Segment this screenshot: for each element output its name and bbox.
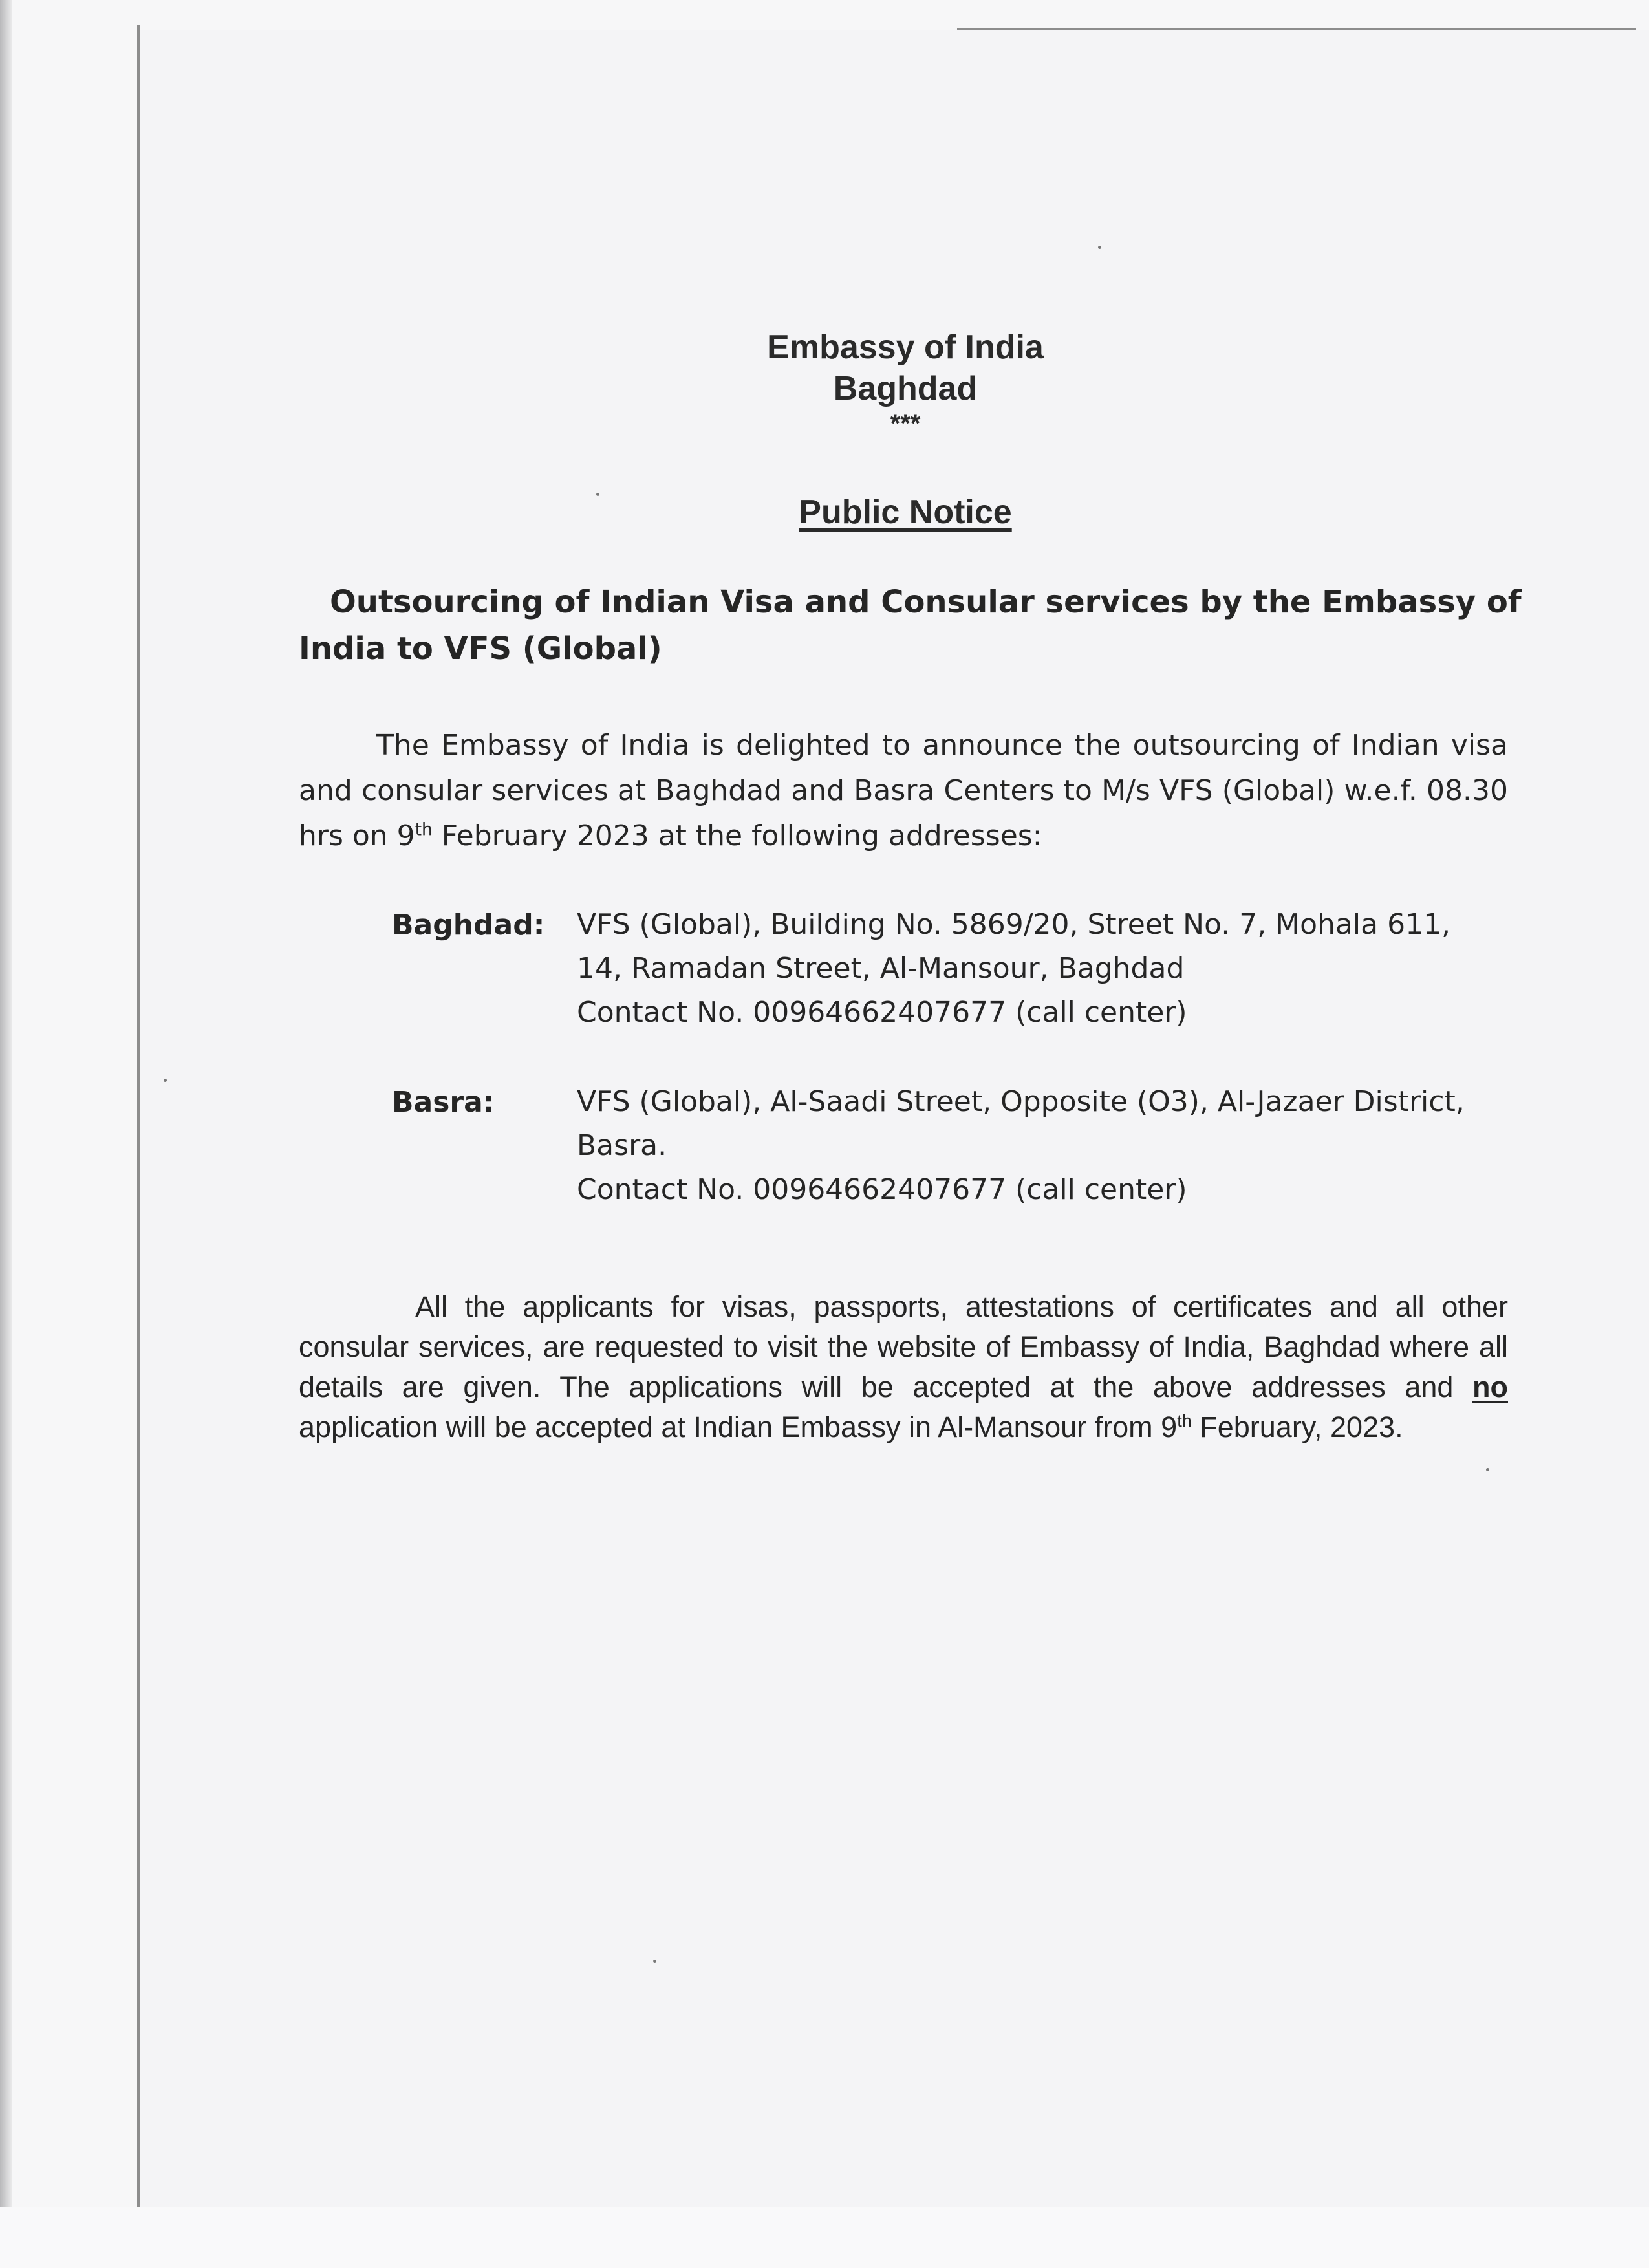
subject-line-1: Outsourcing of Indian Visa and Consular services by the Embassy of <box>330 584 1522 620</box>
scan-speck <box>596 493 599 496</box>
scan-bottom-margin <box>0 2207 1649 2268</box>
address-label: Baghdad: <box>392 909 545 942</box>
city-name: Baghdad <box>833 370 978 407</box>
address-line: VFS (Global), Building No. 5869/20, Street No. 7, Mohala 611, <box>577 908 1451 941</box>
closing-paragraph <box>299 1287 1508 1447</box>
intro-ordinal: th <box>415 819 433 840</box>
contact-number: Contact No. 00964662407677 (call center) <box>577 1173 1187 1206</box>
closing-ordinal: th <box>1177 1411 1192 1431</box>
scan-speck <box>164 1079 167 1082</box>
closing-text-2: application will be accepted at Indian Embassy in Al-Mansour from 9 <box>299 1410 1178 1443</box>
page-title: Public Notice <box>799 493 1012 531</box>
intro-paragraph <box>299 723 1508 859</box>
closing-emphasis: no <box>1472 1370 1508 1403</box>
notice-subject <box>299 579 1527 672</box>
address-line: 14, Ramadan Street, Al-Mansour, Baghdad <box>577 952 1185 985</box>
scan-speck <box>653 1960 656 1963</box>
organization-name: Embassy of India <box>767 329 1044 366</box>
address-line: VFS (Global), Al-Saadi Street, Opposite (O3), Al-Jazaer District, <box>577 1085 1465 1118</box>
address-lines <box>577 1080 1514 1212</box>
scan-speck <box>1098 246 1101 249</box>
address-lines <box>577 903 1514 1035</box>
subject-line-2: India to VFS (Global) <box>299 631 662 667</box>
intro-text-1: The Embassy of India is delighted to announce the outsourcing of Indian visa and consular services at Baghdad and Basra Centers to M/s VFS (Global) w.e.f. 08.30 hrs on 9 <box>299 729 1508 852</box>
paper-top-shadow <box>957 28 1636 30</box>
closing-text-1: All the applicants for visas, passports, attestations of certificates and all other consular services, are requested to visit the website of Embassy of India, Baghdad where all details are given. The applications will be accepted at the above addresses and <box>299 1290 1508 1403</box>
scan-left-edge <box>0 0 12 2268</box>
intro-text-2: February 2023 at the following addresses: <box>432 819 1042 852</box>
address-label: Basra: <box>392 1086 495 1119</box>
scan-speck <box>1486 1468 1489 1471</box>
contact-number: Contact No. 00964662407677 (call center) <box>577 996 1187 1029</box>
paper-left-shadow <box>137 25 140 2207</box>
separator-stars: *** <box>890 409 921 438</box>
address-line: Basra. <box>577 1129 667 1162</box>
closing-text-3: February, 2023. <box>1191 1410 1403 1443</box>
letterhead <box>582 327 1229 409</box>
